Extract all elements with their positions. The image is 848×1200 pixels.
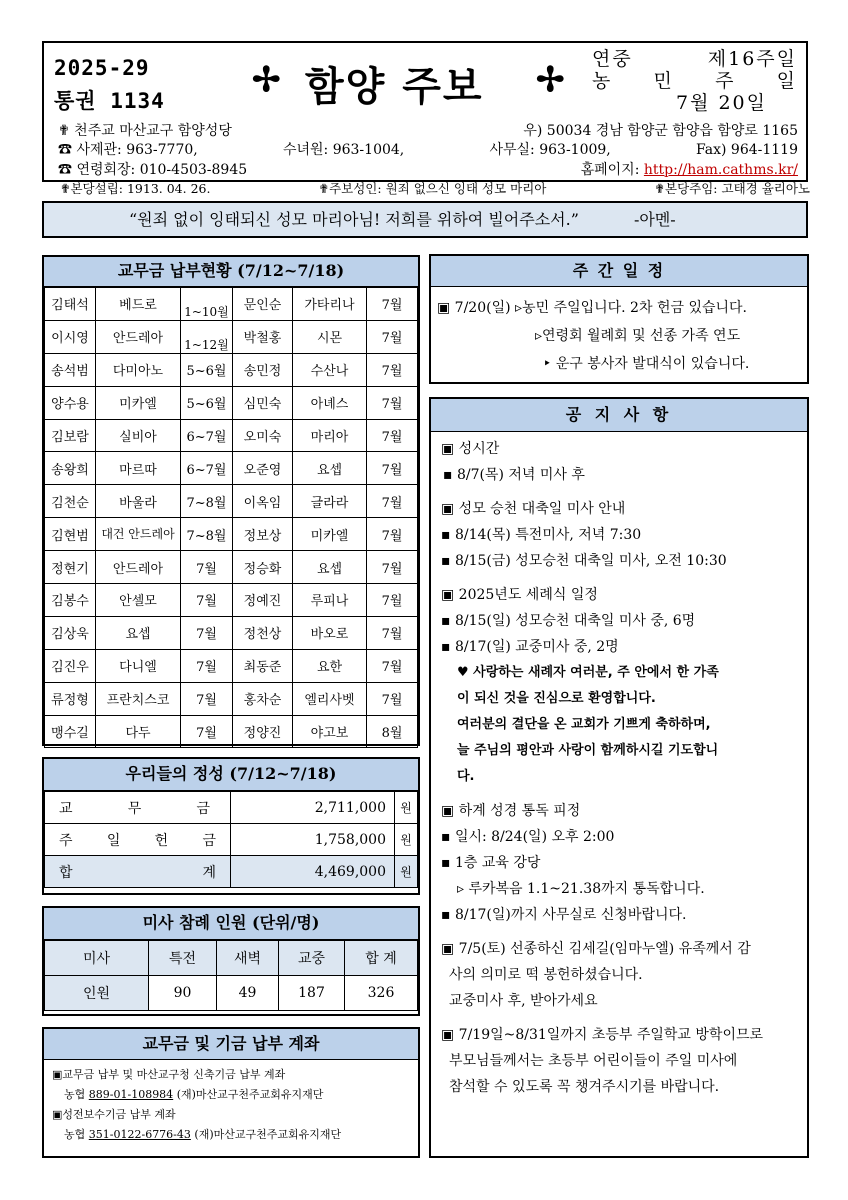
baptismal-name: 미카엘: [96, 386, 181, 419]
weekly-schedule-box: [429, 254, 809, 384]
cross-icon: ✢: [536, 60, 565, 100]
table-cell: 49: [217, 976, 279, 1011]
paid-months: 7월: [367, 518, 418, 551]
founded-date: ✟본당설립: 1913. 04. 26.: [60, 181, 211, 196]
row-label: 교 무 금: [45, 792, 231, 824]
paid-months: 7월: [367, 452, 418, 485]
welcome-message: 늘 주님의 평안과 사랑이 함께하시길 기도합니: [457, 743, 719, 758]
table-cell: 187: [279, 976, 345, 1011]
notice-item: 교중미사 후, 받아가세요: [449, 993, 598, 1009]
baptismal-name: 마르따: [96, 452, 181, 485]
prayer-text: “원죄 없이 잉태되신 성모 마리아님! 저희를 위하여 빌어주소서.”: [129, 210, 579, 229]
member-name: 이옥임: [233, 485, 293, 518]
special-sunday: 농 민 주 일: [592, 70, 797, 92]
member-name: 홍차순: [233, 682, 293, 715]
baptismal-name: 요셉: [96, 616, 181, 649]
table-row: [45, 452, 418, 485]
offerings-title: 우리들의 정성 (7/12~7/18): [44, 759, 418, 791]
table-row: [45, 353, 418, 386]
row-label: 주 일 헌 금: [45, 824, 231, 856]
contact-row: [58, 160, 798, 180]
baptismal-name: 실비아: [96, 419, 181, 452]
row-label: 합 계: [45, 856, 231, 888]
member-name: 정양진: [233, 715, 293, 748]
column-header: 교중: [279, 941, 345, 976]
column-header: 새벽: [217, 941, 279, 976]
notice-item: ▪ 1층 교육 강당: [441, 855, 541, 871]
accounts-box: [42, 1027, 420, 1158]
row-amount: 1,758,000: [231, 824, 395, 856]
member-name: 정현기: [45, 551, 96, 584]
member-name: 박철홍: [233, 320, 293, 353]
page-title: 함양 주보: [305, 64, 484, 110]
paid-months: 7~8월: [181, 485, 233, 518]
paid-months: 7월: [367, 649, 418, 682]
member-name: 류정형: [45, 682, 96, 715]
member-name: 이시영: [45, 320, 96, 353]
paid-months: 6~7월: [181, 419, 233, 452]
notice-item: ▪ 8/15(금) 성모승천 대축일 미사, 오전 10:30: [441, 553, 727, 569]
notice-item: ▹ 루카복음 1.1~21.38까지 통독합니다.: [457, 881, 705, 897]
bank-name: 농협: [64, 1088, 86, 1101]
table-row: [45, 616, 418, 649]
table-row: [45, 419, 418, 452]
table-row: [45, 288, 418, 321]
column-header: 합 계: [345, 941, 418, 976]
dues-table: [44, 287, 418, 748]
table-cell: 90: [149, 976, 217, 1011]
baptismal-name: 엘리사벳: [293, 682, 367, 715]
paid-months: 7월: [367, 616, 418, 649]
account-description: ▣성전보수기금 납부 계좌: [52, 1108, 176, 1121]
member-name: 송왕희: [45, 452, 96, 485]
table-header-row: [45, 941, 418, 976]
baptismal-name: 다두: [96, 715, 181, 748]
paid-months: 7월: [181, 682, 233, 715]
account-description: ▣교무금 납부 및 마산교구청 신축기금 납부 계좌: [52, 1068, 286, 1081]
notices-title: 공 지 사 항: [431, 399, 807, 432]
paid-months: 7월: [367, 584, 418, 617]
baptismal-name: 안드레아: [96, 320, 181, 353]
paid-months: 7~8월: [181, 518, 233, 551]
parish-address: 우) 50034 경남 함양군 함양읍 함양로 1165: [523, 123, 798, 139]
cross-icon: ✢: [252, 60, 281, 100]
table-row: [45, 824, 418, 856]
paid-months: 7월: [367, 551, 418, 584]
issue-number: [54, 52, 165, 118]
notices-body: [431, 432, 807, 1104]
dues-box: [42, 255, 420, 746]
accounts-title: 교무금 및 기금 납부 계좌: [44, 1029, 418, 1060]
welcome-message: 여러분의 결단을 온 교회가 기쁘게 축하하며,: [457, 717, 711, 732]
paid-months: 7월: [181, 616, 233, 649]
office-phone: 사무실: 963-1009,: [489, 142, 611, 158]
welcome-message: 다.: [457, 769, 475, 784]
notice-item: ▪ 8/15(일) 성모승천 대축일 미사 중, 6명: [441, 613, 696, 629]
member-name: 심민숙: [233, 386, 293, 419]
unit-label: 원: [395, 824, 418, 856]
notice-heading: ▣ 성시간: [441, 441, 500, 457]
attendance-title: 미사 참례 인원 (단위/명): [44, 908, 418, 940]
paid-months: 6~7월: [181, 452, 233, 485]
baptismal-name: 안드레아: [96, 551, 181, 584]
pastor-name: ✟본당주임: 고태경 율리아노: [654, 181, 810, 196]
paid-months: 7월: [367, 485, 418, 518]
volume-line: 통권 1134: [54, 89, 165, 113]
member-name: 김상욱: [45, 616, 96, 649]
notice-heading: ▣ 하계 성경 통독 피정: [441, 803, 581, 819]
member-name: 송민정: [233, 353, 293, 386]
member-name: 오미숙: [233, 419, 293, 452]
prayer-banner: [42, 201, 808, 238]
paid-months: 7월: [367, 288, 418, 321]
rectory-phone: ☎ 사제관: 963-7770,: [58, 142, 198, 158]
table-row: [45, 485, 418, 518]
table-row: [45, 649, 418, 682]
paid-months: 1~10월: [181, 288, 233, 321]
notice-item: ▪ 일시: 8/24(일) 오후 2:00: [441, 829, 615, 845]
baptismal-name: 다니엘: [96, 649, 181, 682]
homepage-label: 홈페이지:: [580, 162, 640, 178]
member-name: 문인순: [233, 288, 293, 321]
table-row: [45, 551, 418, 584]
paid-months: 5~6월: [181, 353, 233, 386]
paid-months: 1~12월: [181, 320, 233, 353]
column-header: 특전: [149, 941, 217, 976]
member-name: 김보람: [45, 419, 96, 452]
member-name: 정천상: [233, 616, 293, 649]
member-name: 김봉수: [45, 584, 96, 617]
baptismal-name: 요셉: [293, 551, 367, 584]
account-number: 889-01-108984: [88, 1088, 174, 1101]
paid-months: 7월: [181, 649, 233, 682]
attendance-box: [42, 906, 420, 1016]
row-amount: 4,469,000: [231, 856, 395, 888]
account-holder: (재)마산교구천주교회유지재단: [194, 1128, 342, 1141]
welcome-message: 이 되신 것을 진심으로 환영합니다.: [457, 691, 656, 706]
offerings-box: [42, 757, 420, 895]
table-row: [45, 518, 418, 551]
row-amount: 2,711,000: [231, 792, 395, 824]
row-label: 인원: [45, 976, 149, 1011]
column-header: 미사: [45, 941, 149, 976]
council-phone: ☎ 연령회장: 010-4503-8945: [58, 162, 248, 178]
table-row: [45, 715, 418, 748]
table-row: [45, 386, 418, 419]
member-name: 맹수길: [45, 715, 96, 748]
paid-months: 7월: [181, 584, 233, 617]
baptismal-name: 다미아노: [96, 353, 181, 386]
member-name: 김태석: [45, 288, 96, 321]
baptismal-name: 글라라: [293, 485, 367, 518]
notice-item: ▪ 8/7(목) 저녁 미사 후: [443, 467, 585, 483]
member-name: 정예진: [233, 584, 293, 617]
member-name: 최동준: [233, 649, 293, 682]
notice-item: ▪ 8/14(목) 특전미사, 저녁 7:30: [441, 527, 642, 543]
schedule-item: ▹연령회 월례회 및 선종 가족 연도: [535, 328, 741, 344]
member-name: 정보상: [233, 518, 293, 551]
schedule-item: ▣ 7/20(일) ▹농민 주일입니다. 2차 헌금 있습니다.: [437, 300, 747, 316]
member-name: 송석범: [45, 353, 96, 386]
baptismal-name: 수산나: [293, 353, 367, 386]
table-row: [45, 320, 418, 353]
notices-box: [429, 397, 809, 1158]
paid-months: 7월: [181, 715, 233, 748]
table-cell: 326: [345, 976, 418, 1011]
baptismal-name: 야고보: [293, 715, 367, 748]
liturgical-sunday: 연중 제16주일: [592, 48, 797, 70]
total-row: [45, 856, 418, 888]
table-row: [45, 976, 418, 1011]
notice-item: ▪ 8/17(일) 교중미사 중, 2명: [441, 639, 619, 655]
parish-facts-row: [60, 179, 810, 197]
baptismal-name: 시몬: [293, 320, 367, 353]
paid-months: 5~6월: [181, 386, 233, 419]
notice-heading: ▣ 7/19일~8/31일까지 초등부 주일학교 방학이므로: [441, 1027, 764, 1043]
paid-months: 7월: [367, 320, 418, 353]
account-holder: (재)마산교구천주교회유지재단: [176, 1088, 324, 1101]
table-row: [45, 584, 418, 617]
member-name: 김현범: [45, 518, 96, 551]
weekly-body: [431, 287, 807, 385]
notice-heading: ▣ 2025년도 세례식 일정: [441, 587, 598, 603]
baptismal-name: 미카엘: [293, 518, 367, 551]
schedule-item: ‣ 운구 봉사자 발대식이 있습니다.: [543, 356, 750, 372]
table-row: [45, 792, 418, 824]
baptismal-name: 요셉: [293, 452, 367, 485]
notice-item: 부모님들께서는 초등부 어린이들이 주일 미사에: [449, 1053, 738, 1069]
paid-months: 7월: [367, 419, 418, 452]
unit-label: 원: [395, 856, 418, 888]
member-name: 정승화: [233, 551, 293, 584]
phone-row: [58, 140, 798, 160]
paid-months: 8월: [367, 715, 418, 748]
baptismal-name: 아녜스: [293, 386, 367, 419]
baptismal-name: 바오로: [293, 616, 367, 649]
accounts-body: [44, 1060, 418, 1150]
attendance-table: [44, 940, 418, 1011]
convent-phone: 수녀원: 963-1004,: [282, 142, 405, 158]
homepage-link[interactable]: http://ham.cathms.kr/: [643, 162, 798, 178]
table-row: [45, 682, 418, 715]
account-number: 351-0122-6776-43: [88, 1128, 191, 1141]
notice-heading: ▣ 성모 승천 대축일 미사 안내: [441, 501, 626, 517]
paid-months: 7월: [367, 682, 418, 715]
fax-number: Fax) 964-1119: [696, 142, 798, 158]
baptismal-name: 프란치스코: [96, 682, 181, 715]
issue-line: 2025-29: [54, 56, 150, 80]
baptismal-name: 안셀모: [96, 584, 181, 617]
paid-months: 7월: [367, 386, 418, 419]
sunday-info: [592, 48, 797, 114]
parish-address-row: [58, 121, 798, 141]
member-name: 양수용: [45, 386, 96, 419]
baptismal-name: 대건 안드레아: [96, 518, 181, 551]
welcome-message: ♥ 사랑하는 새례자 여러분, 주 안에서 한 가족: [457, 665, 719, 680]
offerings-table: [44, 791, 418, 888]
dues-title: 교무금 납부현황 (7/12~7/18): [44, 257, 418, 287]
unit-label: 원: [395, 792, 418, 824]
notice-item: 참석할 수 있도록 꼭 챙겨주시기를 바랍니다.: [449, 1079, 720, 1095]
member-name: 김진우: [45, 649, 96, 682]
baptismal-name: 베드로: [96, 288, 181, 321]
amen-text: -아멘-: [633, 210, 676, 229]
bank-name: 농협: [64, 1128, 86, 1141]
notice-heading: ▣ 7/5(토) 선종하신 김세길(임마누엘) 유족께서 감: [441, 941, 751, 957]
baptismal-name: 루피나: [293, 584, 367, 617]
notice-item: ▪ 8/17(일)까지 사무실로 신청바랍니다.: [441, 907, 687, 923]
notice-item: 사의 의미로 떡 봉헌하셨습니다.: [449, 967, 643, 983]
baptismal-name: 가타리나: [293, 288, 367, 321]
member-name: 오준영: [233, 452, 293, 485]
baptismal-name: 마리아: [293, 419, 367, 452]
patron-saint: ✟주보성인: 원죄 없으신 잉태 성모 마리아: [318, 181, 547, 196]
weekly-title: 주 간 일 정: [431, 256, 807, 287]
paid-months: 7월: [181, 551, 233, 584]
bulletin-date: 7월 20일: [675, 92, 767, 114]
paid-months: 7월: [367, 353, 418, 386]
baptismal-name: 바울라: [96, 485, 181, 518]
baptismal-name: 요한: [293, 649, 367, 682]
parish-name: ✟ 천주교 마산교구 함양성당: [58, 123, 232, 139]
member-name: 김천순: [45, 485, 96, 518]
